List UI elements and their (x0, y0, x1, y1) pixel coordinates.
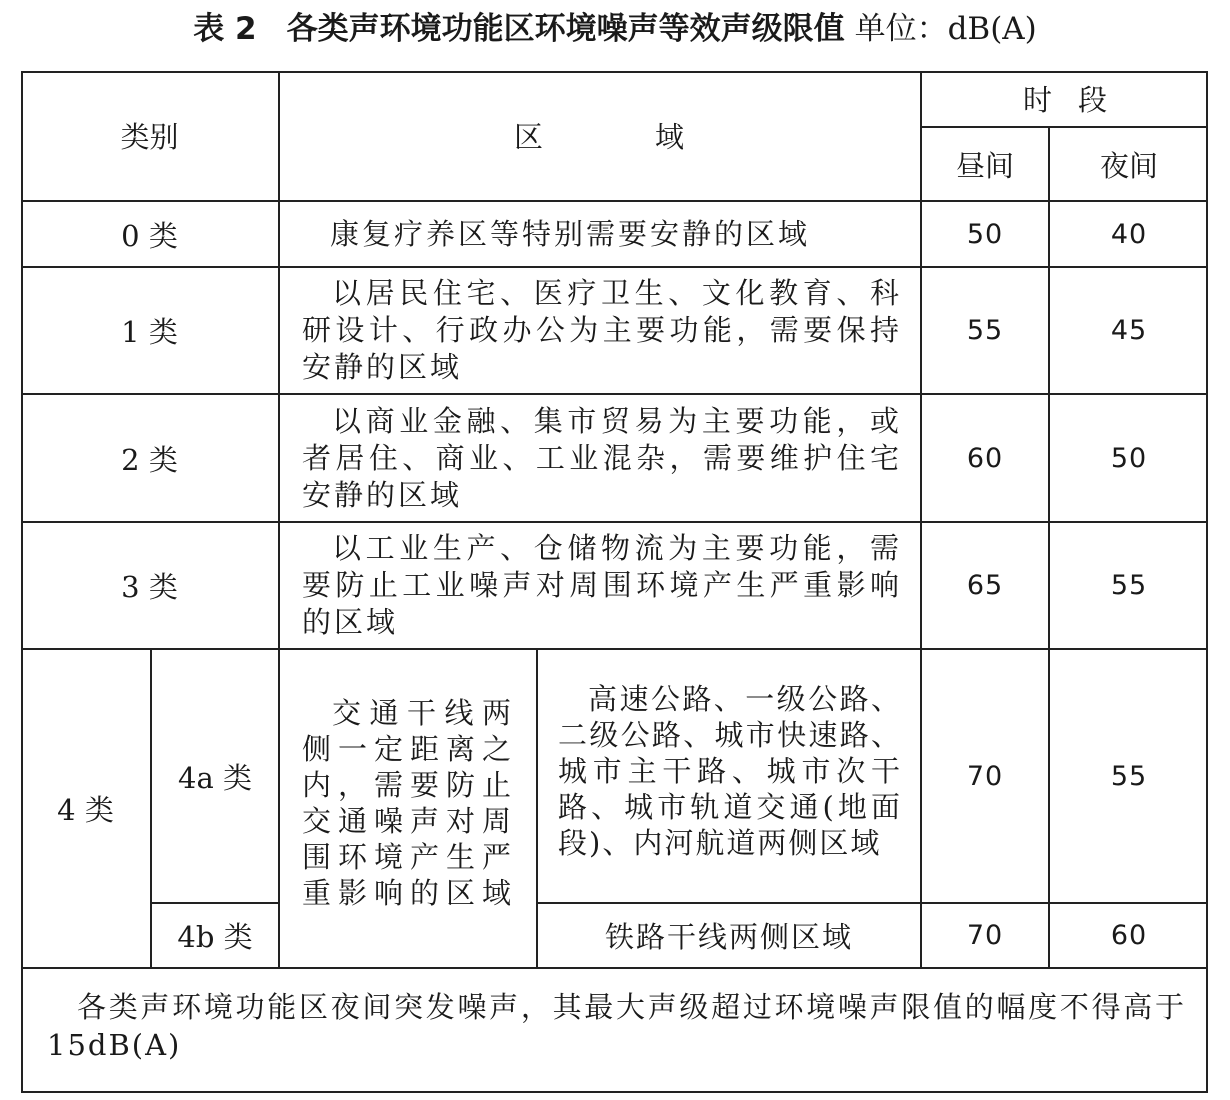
class4a-region: 高速公路、一级公路、二级公路、城市快速路、城市主干路、城市次干路、城市轨道交通(地面段)、内河航道两侧区域 (537, 649, 921, 903)
table-row (21, 201, 1208, 267)
class4b-night-value: 60 (1049, 903, 1208, 968)
table-row (21, 267, 1208, 394)
row-day-value: 55 (921, 267, 1049, 394)
class4a-night-value: 55 (1049, 649, 1208, 903)
header-region: 区 域 (279, 71, 921, 201)
row-night-value: 50 (1049, 394, 1208, 522)
row-category: 0 类 (21, 201, 279, 267)
row-day-value: 50 (921, 201, 1049, 267)
table-label: 表 2 (193, 11, 257, 47)
table-row (21, 649, 1208, 903)
row-night-value: 45 (1049, 267, 1208, 394)
row-region: 康复疗养区等特别需要安静的区域 (279, 201, 921, 267)
header-period: 时 段 (921, 71, 1208, 127)
table-unit: 单位：dB(A) (854, 11, 1037, 47)
class4-region: 交通干线两侧一定距离之内，需要防止交通噪声对周围环境产生严重影响的区域 (279, 649, 537, 968)
row-night-value: 55 (1049, 522, 1208, 649)
table-note: 各类声环境功能区夜间突发噪声，其最大声级超过环境噪声限值的幅度不得高于 15dB(A) (47, 990, 1186, 1062)
class4a-day-value: 70 (921, 649, 1049, 903)
class4a-category: 4a 类 (151, 649, 279, 903)
table-row (21, 522, 1208, 649)
table-title (0, 6, 1230, 52)
row-region: 以居民住宅、医疗卫生、文化教育、科研设计、行政办公为主要功能，需要保持安静的区域 (279, 267, 921, 394)
row-category: 2 类 (21, 394, 279, 522)
header-category: 类别 (21, 71, 279, 201)
row-day-value: 65 (921, 522, 1049, 649)
header-day: 昼间 (921, 127, 1049, 201)
row-region: 以商业金融、集市贸易为主要功能，或者居住、商业、工业混杂，需要维护住宅安静的区域 (279, 394, 921, 522)
header-night: 夜间 (1049, 127, 1208, 201)
table-row (21, 903, 1208, 968)
noise-limit-table (21, 71, 1208, 969)
class4b-region: 铁路干线两侧区域 (537, 903, 921, 968)
table-title-text: 各类声环境功能区环境噪声等效声级限值 (286, 11, 845, 47)
table-row (21, 394, 1208, 522)
row-region: 以工业生产、仓储物流为主要功能，需要防止工业噪声对周围环境产生严重影响的区域 (279, 522, 921, 649)
row-day-value: 60 (921, 394, 1049, 522)
class4b-category: 4b 类 (151, 903, 279, 968)
row-night-value: 40 (1049, 201, 1208, 267)
row-category: 3 类 (21, 522, 279, 649)
class4-category: 4 类 (21, 649, 151, 968)
class4b-day-value: 70 (921, 903, 1049, 968)
row-category: 1 类 (21, 267, 279, 394)
